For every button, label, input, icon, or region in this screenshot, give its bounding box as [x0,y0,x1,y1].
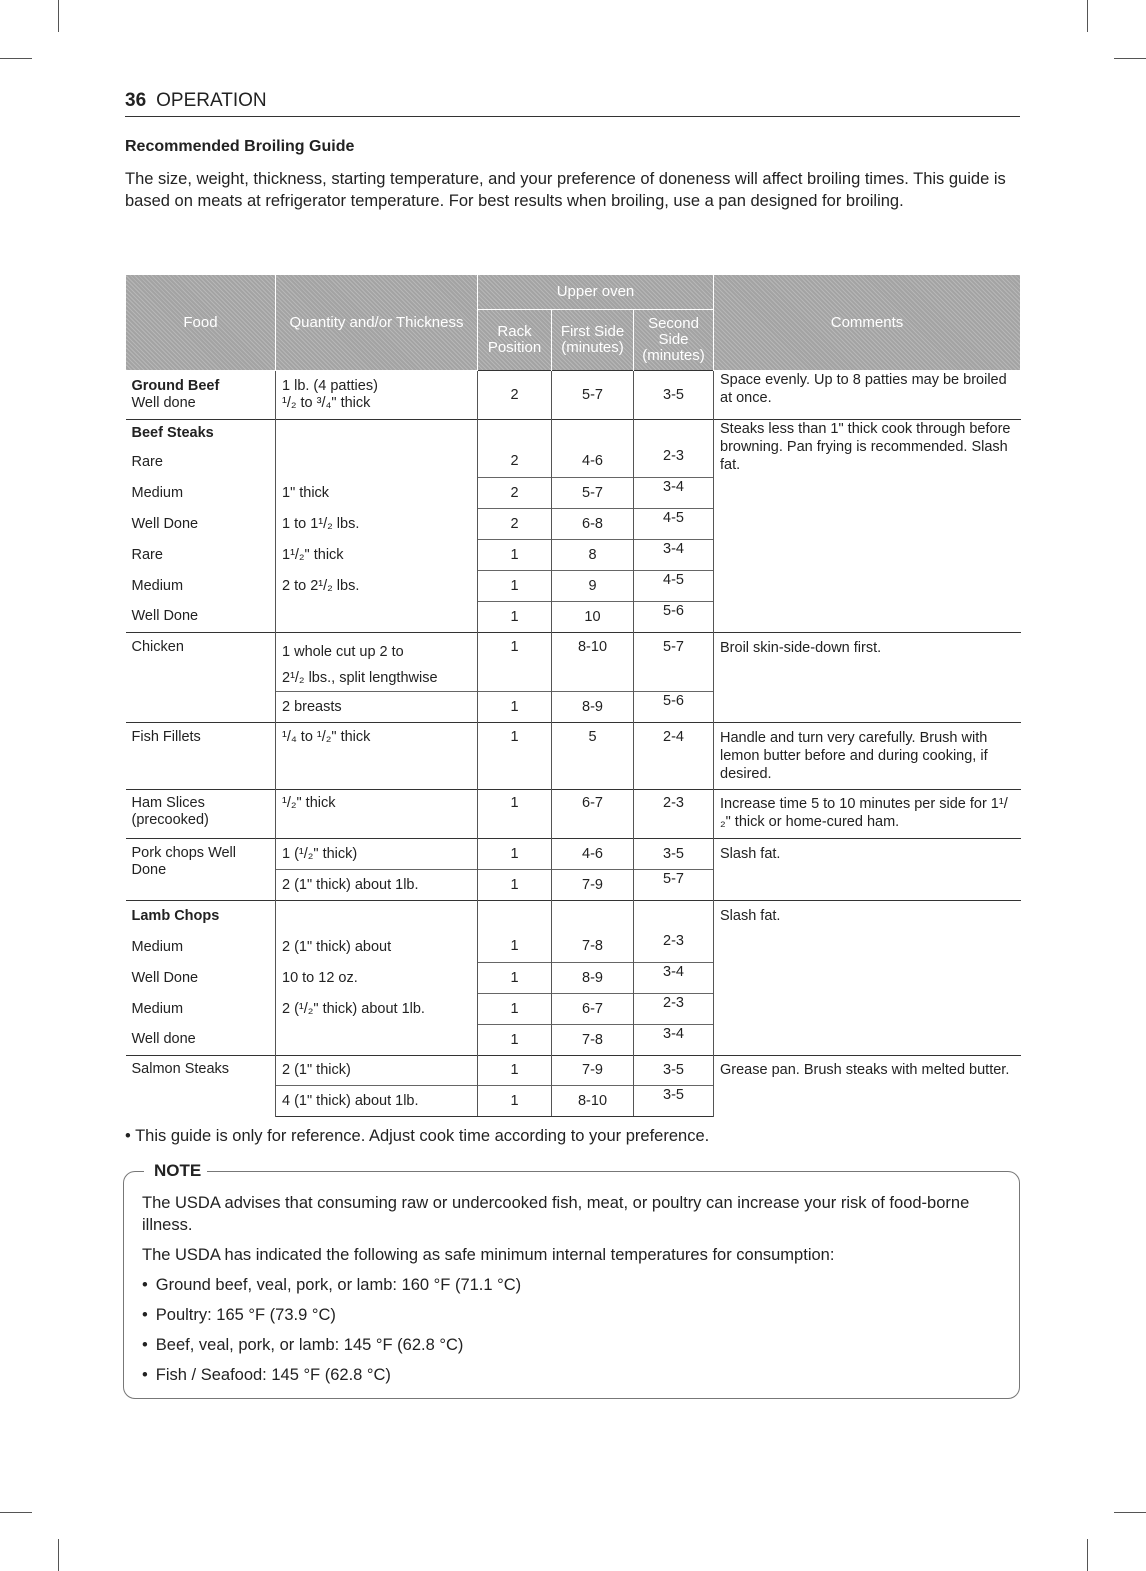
header-food: Food [126,275,276,371]
rack-cell: 1 [478,994,552,1025]
quantity-cell [276,371,478,420]
doneness: Medium [126,932,276,963]
note-paragraph: The USDA has indicated the following as safe minimum internal temperatures for consumption: [142,1246,835,1264]
rack-cell: 1 [478,963,552,994]
food-name: Ham Slices [131,795,205,811]
broiling-guide-table [125,275,1021,1117]
food-cell [126,790,276,839]
quantity-cell: ¹/₂" thick [276,790,478,839]
rack-cell: 1 [478,633,552,692]
doneness: Medium [126,994,276,1025]
doneness: Medium [126,571,276,602]
quantity-cell: 10 to 12 oz. [276,963,478,994]
quantity-cell: 2 breasts [276,692,478,723]
first-side-cell: 8 [552,540,634,571]
second-side-cell: 5-6 [634,602,714,633]
second-side-cell: 3-4 [634,1025,714,1056]
rack-cell: 1 [478,1086,552,1117]
first-side-cell: 6-7 [552,790,634,839]
table-row [126,1056,1021,1086]
header-first-side: First Side (minutes) [552,310,634,371]
quantity-cell [276,420,478,447]
second-side-cell: 3-5 [634,371,714,420]
first-side-cell: 7-9 [552,870,634,901]
rack-cell: 1 [478,839,552,870]
food-cell [126,371,276,420]
second-side-cell: 4-5 [634,571,714,602]
crop-mark [0,1512,32,1513]
table-row [126,723,1021,790]
rack-cell: 1 [478,540,552,571]
food-note: (precooked) [131,812,209,828]
second-side-cell: 3-5 [634,1086,714,1117]
reference-note [125,1127,709,1146]
second-side-cell: 3-4 [634,478,714,509]
first-side-cell: 5 [552,723,634,790]
first-side-cell: 4-6 [552,447,634,478]
note-body [142,1192,1012,1394]
quantity-text: 1 lb. (4 patties) [282,378,378,394]
crop-mark [58,1539,59,1571]
header-upper-oven: Upper oven [478,275,714,310]
rack-cell: 2 [478,478,552,509]
quantity-cell: 2 (¹/₂" thick) about 1lb. [276,994,478,1025]
first-side-cell: 8-9 [552,963,634,994]
page-number: 36 [125,90,147,111]
doneness: Well done [126,1025,276,1056]
quantity-cell [276,633,478,692]
second-side-cell: 2-3 [634,994,714,1025]
rack-cell: 1 [478,571,552,602]
crop-mark [1087,1539,1088,1571]
second-side-cell: 2-4 [634,723,714,790]
second-side-cell: 2-3 [634,790,714,839]
table-row [126,371,1021,420]
table-row [126,420,1021,447]
rack-cell: 2 [478,447,552,478]
second-side-cell: 3-5 [634,839,714,870]
first-side-cell: 10 [552,602,634,633]
table-row [126,633,1021,692]
second-side-cell [634,420,714,447]
first-side-cell [552,420,634,447]
quantity-cell: 4 (1" thick) about 1lb. [276,1086,478,1117]
food-name: Fish Fillets [126,723,276,790]
crop-mark [1114,1512,1146,1513]
comment-cell: Slash fat. [714,839,1021,901]
comment-cell: Handle and turn very carefully. Brush with lemon butter before and during cooking, if desired. [714,723,1021,790]
first-side-cell: 8-10 [552,633,634,692]
temperature-list [142,1274,1012,1386]
doneness: Well Done [126,509,276,540]
second-side-cell: 5-7 [634,870,714,901]
header-second-side: Second Side (minutes) [634,310,714,371]
intro-paragraph: The size, weight, thickness, starting temperature, and your preference of doneness will affect broiling times. This guide is based on meats at refrigerator temperature. For best results when broiling, use a pan designed for broiling. [125,170,1006,210]
crop-mark [1087,0,1088,32]
quantity-cell: 1 to 1¹/₂ lbs. [276,509,478,540]
second-side-cell: 3-4 [634,963,714,994]
list-item: • Fish / Seafood: 145 °F (62.8 °C) [142,1364,1012,1386]
crop-mark [58,0,59,32]
list-item: • Poultry: 165 °F (73.9 °C) [142,1304,1012,1326]
quantity-cell: 2 (1" thick) about [276,932,478,963]
quantity-cell [276,602,478,633]
first-side-cell: 7-8 [552,1025,634,1056]
note-box [123,1161,1020,1399]
table-row [126,901,1021,932]
second-side-cell: 3-4 [634,540,714,571]
quantity-cell: 2 to 2¹/₂ lbs. [276,571,478,602]
rack-cell: 1 [478,790,552,839]
first-side-cell: 6-8 [552,509,634,540]
quantity-cell [276,447,478,478]
quantity-cell: 1 (¹/₂" thick) [276,839,478,870]
first-side-cell: 5-7 [552,371,634,420]
first-side-cell: 5-7 [552,478,634,509]
header-rack-position: Rack Position [478,310,552,371]
list-item: • Ground beef, veal, pork, or lamb: 160 °F (71.1 °C) [142,1274,1012,1296]
food-name: Ground Beef [131,378,220,394]
quantity-text: 2¹/₂ lbs., split lengthwise [282,670,438,686]
comment-cell: Increase time 5 to 10 minutes per side for 1¹/₂" thick or home-cured ham. [714,790,1021,839]
rack-cell: 1 [478,723,552,790]
second-side-cell: 3-5 [634,1056,714,1086]
header-comments: Comments [714,275,1021,371]
rack-cell: 1 [478,692,552,723]
note-paragraph: The USDA advises that consuming raw or undercooked fish, meat, or poultry can increase your risk of food-borne illness. [142,1194,970,1234]
comment-cell: Space evenly. Up to 8 patties may be broiled at once. [714,371,1021,420]
first-side-cell: 4-6 [552,839,634,870]
quantity-cell: 2 (1" thick) about 1lb. [276,870,478,901]
list-item: • Beef, veal, pork, or lamb: 145 °F (62.8 °C) [142,1334,1012,1356]
rack-cell [478,420,552,447]
doneness: Well Done [126,602,276,633]
table-row [126,839,1021,870]
comment-cell: Steaks less than 1" thick cook through before browning. Pan frying is recommended. Slash fat. [714,420,1021,633]
comment-cell: Broil skin-side-down first. [714,633,1021,723]
doneness: Medium [126,478,276,509]
first-side-cell: 9 [552,571,634,602]
first-side-cell: 8-9 [552,692,634,723]
table-row [126,790,1021,839]
rack-cell: 2 [478,371,552,420]
quantity-cell [276,1025,478,1056]
first-side-cell: 6-7 [552,994,634,1025]
section-name: OPERATION [156,90,267,111]
quantity-cell: 2 (1" thick) [276,1056,478,1086]
second-side-cell: 5-7 [634,633,714,692]
doneness: Rare [126,540,276,571]
comment-cell: Grease pan. Brush steaks with melted butter. [714,1056,1021,1117]
second-side-cell: 2-3 [634,447,714,478]
crop-mark [0,58,32,59]
first-side-cell: 7-8 [552,932,634,963]
quantity-cell: 1¹/₂" thick [276,540,478,571]
quantity-cell [276,901,478,932]
food-name: Chicken [126,633,276,723]
doneness: Rare [126,447,276,478]
second-side-cell: 4-5 [634,509,714,540]
second-side-cell: 5-6 [634,692,714,723]
reference-note-text: This guide is only for reference. Adjust cook time according to your preference. [135,1127,710,1145]
header-quantity: Quantity and/or Thickness [276,275,478,371]
crop-mark [1114,58,1146,59]
food-name: Lamb Chops [126,901,276,932]
doneness: Well done [131,395,196,411]
page-header [125,88,1020,117]
section-title: Recommended Broiling Guide [125,138,355,155]
rack-cell [478,901,552,932]
food-name: Salmon Steaks [126,1056,276,1117]
rack-cell: 2 [478,509,552,540]
food-name: Pork chops Well Done [126,839,276,901]
bullet-icon: • [125,1127,131,1145]
rack-cell: 1 [478,932,552,963]
first-side-cell: 8-10 [552,1086,634,1117]
rack-cell: 1 [478,870,552,901]
rack-cell: 1 [478,1025,552,1056]
first-side-cell: 7-9 [552,1056,634,1086]
second-side-cell [634,901,714,932]
food-name: Beef Steaks [126,420,276,447]
second-side-cell: 2-3 [634,932,714,963]
quantity-text: 1 whole cut up 2 to [282,644,404,660]
rack-cell: 1 [478,602,552,633]
comment-cell: Slash fat. [714,901,1021,1056]
rack-cell: 1 [478,1056,552,1086]
first-side-cell [552,901,634,932]
note-title: NOTE [144,1161,207,1181]
quantity-text: ¹/₂ to ³/₄" thick [282,395,371,411]
doneness: Well Done [126,963,276,994]
quantity-cell: 1" thick [276,478,478,509]
quantity-cell: ¹/₄ to ¹/₂" thick [276,723,478,790]
